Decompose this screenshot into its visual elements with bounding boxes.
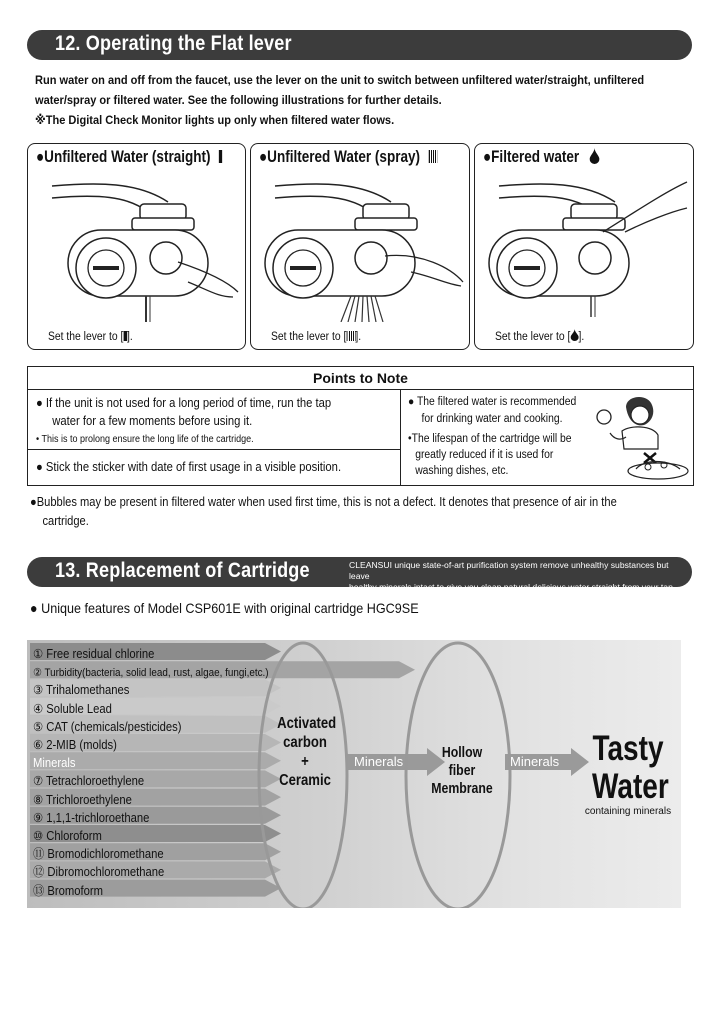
- contaminant-item: ④ Soluble Lead: [33, 701, 112, 716]
- result-tasty-water: Tasty Water: [592, 729, 669, 806]
- faucet-illustration: [475, 172, 693, 322]
- minerals-label-2: Minerals: [510, 754, 560, 769]
- contaminant-item: ⑨ 1,1,1-trichloroethane: [33, 810, 150, 825]
- intro-line-2: water/spray or filtered water. See the following illustrations for further details.: [35, 93, 442, 107]
- minerals-row: Minerals: [33, 756, 76, 771]
- contaminant-item: ⑫ Dibromochloromethane: [33, 865, 165, 880]
- filtration-diagram: [27, 640, 681, 908]
- contaminant-item: ⑬ Bromoform: [33, 883, 104, 898]
- section-13-note: CLEANSUI unique state-of-art purification system remove unhealthy substances but leave healthy minerals intact to give you clean natural delicious water straight from your tap.: [349, 560, 676, 592]
- contaminant-item: ⑦ Tetrachloroethylene: [33, 774, 145, 789]
- spray-bars-icon: [429, 150, 438, 163]
- straight-bar-icon: [219, 150, 222, 163]
- cook-illustration: [596, 393, 691, 481]
- spray-bars-icon: [346, 331, 355, 341]
- water-drop-icon: [589, 148, 599, 164]
- panel-unfiltered-straight: [27, 143, 246, 350]
- panel-title: ●Filtered water: [483, 148, 599, 167]
- panel-unfiltered-spray: [250, 143, 470, 350]
- section-12-title: 12. Operating the Flat lever: [55, 32, 292, 55]
- intro-line-1: Run water on and off from the faucet, use the lever on the unit to switch between unfiltered water/straight, unfiltered: [35, 73, 645, 87]
- intro-line-3: ※The Digital Check Monitor lights up only when filtered water flows.: [35, 113, 395, 127]
- bubbles-note: ●Bubbles may be present in filtered water when used first time, this is not a defect. It denotes that presence of air in the cartridge.: [30, 495, 617, 528]
- panel-title: ●Unfiltered Water (spray): [259, 148, 438, 167]
- point-1: ● If the unit is not used for a long period of time, run the tap water for a few moments before using it.: [36, 396, 332, 428]
- points-title: Points to Note: [28, 367, 693, 390]
- section-12-intro: [35, 70, 690, 130]
- point-2: ● Stick the sticker with date of first usage in a visible position.: [36, 460, 342, 474]
- section-13-header: [27, 557, 692, 592]
- panel-title: ●Unfiltered Water (straight): [36, 148, 223, 167]
- faucet-illustration: [28, 172, 245, 322]
- section-12-header: [27, 30, 692, 60]
- result-subtitle: containing minerals: [584, 806, 672, 817]
- point-4: •The lifespan of the cartridge will be greatly reduced if it is used for washing dishes, etc.: [408, 433, 572, 477]
- panel-caption: Set the lever to [ ].: [48, 331, 133, 343]
- water-drop-icon: [570, 329, 578, 341]
- unique-features-heading: ● Unique features of Model CSP601E with original cartridge HGC9SE: [30, 600, 419, 616]
- faucet-illustration: [251, 172, 469, 322]
- contaminant-item: ⑧ Trichloroethylene: [33, 792, 132, 807]
- contaminant-item: ⑩ Chloroform: [33, 829, 102, 843]
- panel-caption: Set the lever to [ ].: [495, 331, 585, 343]
- panel-caption: Set the lever to [ ].: [271, 331, 362, 343]
- point-3: ● The filtered water is recommended for drinking water and cooking.: [408, 396, 577, 425]
- contaminant-item: ① Free residual chlorine: [33, 647, 155, 661]
- panel-filtered: [474, 143, 694, 350]
- stage-hollow-fiber-membrane: Hollow fiber Membrane: [431, 744, 493, 797]
- contaminant-item: ⑤ CAT (chemicals/pesticides): [33, 719, 182, 734]
- points-to-note: [27, 366, 694, 486]
- point-1-note: • This is to prolong ensure the long life of the cartridge.: [36, 434, 254, 445]
- section-13-title: 13. Replacement of Cartridge: [55, 559, 310, 582]
- contaminant-item: ⑪ Bromodichloromethane: [33, 847, 164, 862]
- contaminant-item: ⑥ 2-MIB (molds): [33, 738, 117, 752]
- contaminant-item: ③ Trihalomethanes: [33, 683, 130, 698]
- contaminant-item: ② Turbidity(bacteria, solid lead, rust, algae, fungi,etc.): [33, 667, 269, 680]
- stage-activated-carbon-ceramic: Activated carbon + Ceramic: [277, 715, 337, 789]
- minerals-label-1: Minerals: [354, 754, 404, 769]
